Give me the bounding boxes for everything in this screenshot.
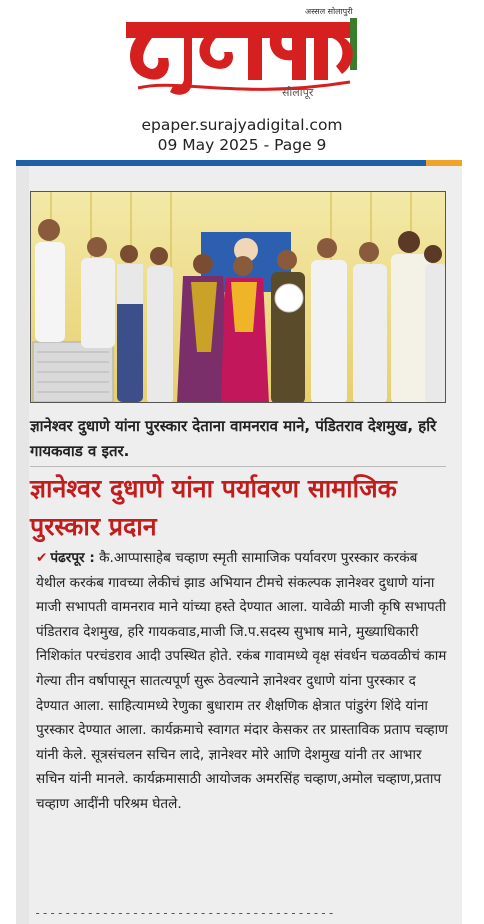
- photo-caption: ज्ञानेश्वर दुधाणे यांना पुरस्कार देताना वामनराव माने, पंडितराव देशमुख, हरि गायकवाड व इतर.: [30, 417, 437, 460]
- check-icon: ✔: [36, 550, 48, 566]
- newspaper-logo: [118, 12, 363, 106]
- masthead-tagline: अस्सल सोलापुरी: [305, 7, 353, 16]
- article-separator: ----------------------------------------: [34, 906, 335, 920]
- article-headline: ज्ञानेश्वर दुधाणे यांना पर्यावरण सामाजिक पुरस्कार प्रदान: [30, 474, 397, 541]
- source-url: epaper.surajyadigital.com: [141, 116, 343, 134]
- dateline: पंढरपूर :: [50, 550, 95, 566]
- masthead-edition: सोलापूर: [282, 86, 314, 99]
- event-photo-illustration: [31, 192, 446, 403]
- clipping-margin: [16, 166, 29, 924]
- caption-divider: [30, 466, 446, 467]
- article-photo: [30, 191, 446, 403]
- article-body: [36, 546, 448, 817]
- article-body-text: कै.आप्पासाहेब चव्हाण स्मृती सामाजिक पर्यावरण पुरस्कार करकंब येथील करकंब गावच्या लेकीचं झाड अभियान टीमचे संकल्पक ज्ञानेश्वर दुधाणे यांना माजी सभापती वामनराव माने यांच्या हस्ते देण्यात आला. यावेळी माजी कृषि सभापती पंडितराव देशमुख, हरि गायकवाड,माजी जि.प.सदस्य सुभाष माने, मुख्याधिकारी निशिकांत परचंडराव आदी उपस्थित होते. रकंब गावामध्ये वृक्ष संवर्धन चळवळीचं काम गेल्या तीन वर्षापासून सातत्यपूर्ण सुरू ठेवल्याने ज्ञानेश्वर दुधाणे यांना पुरस्कार द देण्यात आला. साहित्यामध्ये रेणुका बुधाराम तर शैक्षणिक क्षेत्रात पांडुरंग शिंदे यांना पुरस्कार देण्यात आला. कार्यक्रमाचे स्वागत मंदार केसकर तर प्रास्ताविक प्रताप चव्हाण यांनी केले. सूत्रसंचलन सचिन लादे, ज्ञानेश्वर मोरे आणि देशमुख यांनी तर आभार सचिन यांनी मानले. कार्यक्रमासाठी आयोजक अमरसिंह चव्हाण,अमोल चव्हाण,प्रताप चव्हाण आदींनी परिश्रम घेतले.: [36, 550, 448, 812]
- masthead: [0, 0, 484, 112]
- source-date-page: 09 May 2025 - Page 9: [157, 136, 327, 154]
